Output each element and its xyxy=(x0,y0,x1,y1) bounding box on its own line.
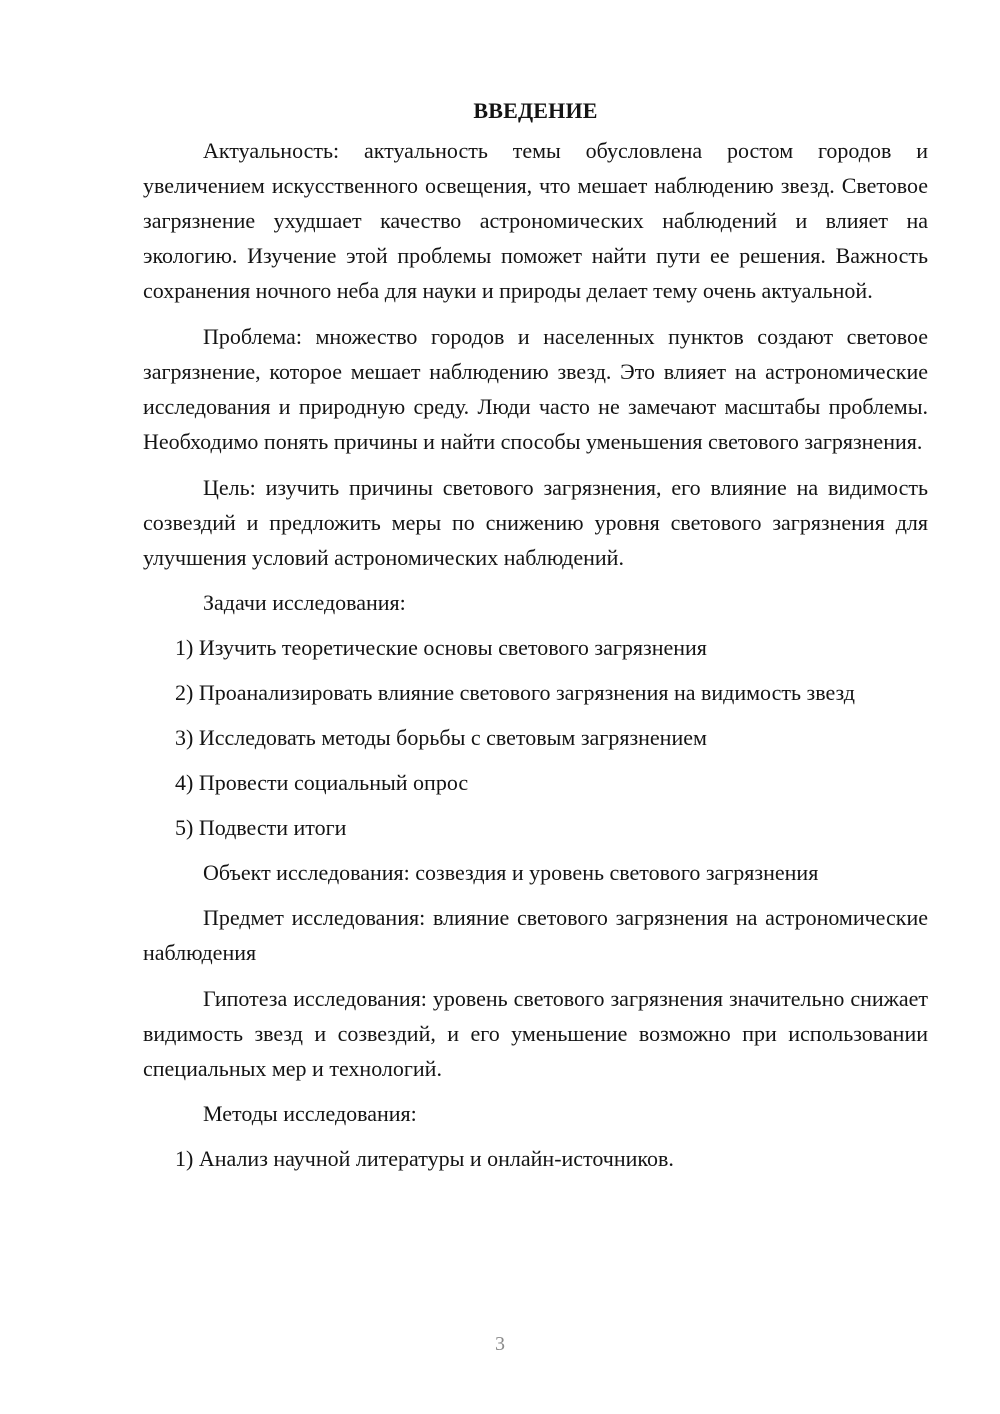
task-item-1: 1) Изучить теоретические основы светового загрязнения xyxy=(175,635,707,660)
tasks-heading: Задачи исследования: xyxy=(203,590,406,615)
relevance-paragraph: Актуальность: актуальность темы обусловлена ростом городов и увеличением искусственного освещения, что мешает наблюдению звезд. Световое загрязнение ухудшает качество астрономических наблюдений и влияет на экологию. Изучение этой проблемы поможет найти пути ее решения. Важность сохранения ночного неба для науки и природы делает тему очень актуальной. xyxy=(143,138,928,303)
method-item-1: 1) Анализ научной литературы и онлайн-источников. xyxy=(175,1146,674,1171)
task-item-5: 5) Подвести итоги xyxy=(175,815,347,840)
page-content xyxy=(143,93,928,1176)
page-title: ВВЕДЕНИЕ xyxy=(473,98,598,123)
hypothesis-paragraph: Гипотеза исследования: уровень светового загрязнения значительно снижает видимость звезд и созвездий, и его уменьшение возможно при использовании специальных мер и технологий. xyxy=(143,986,928,1081)
page-number: 3 xyxy=(495,1333,505,1355)
object-line: Объект исследования: созвездия и уровень светового загрязнения xyxy=(203,860,819,885)
task-item-3: 3) Исследовать методы борьбы с световым загрязнением xyxy=(175,725,707,750)
task-item-4: 4) Провести социальный опрос xyxy=(175,770,469,795)
problem-paragraph: Проблема: множество городов и населенных пунктов создают световое загрязнение, которое мешает наблюдению звезд. Это влияет на астрономические исследования и природную среду. Люди часто не замечают масштабы проблемы. Необходимо понять причины и найти способы уменьшения светового загрязнения. xyxy=(143,324,928,454)
methods-heading: Методы исследования: xyxy=(203,1101,417,1126)
task-item-2: 2) Проанализировать влияние светового загрязнения на видимость звезд xyxy=(175,680,855,705)
subject-paragraph: Предмет исследования: влияние светового загрязнения на астрономические наблюдения xyxy=(143,905,928,965)
goal-paragraph: Цель: изучить причины светового загрязнения, его влияние на видимость созвездий и предложить меры по снижению уровня светового загрязнения для улучшения условий астрономических наблюдений. xyxy=(143,475,928,570)
